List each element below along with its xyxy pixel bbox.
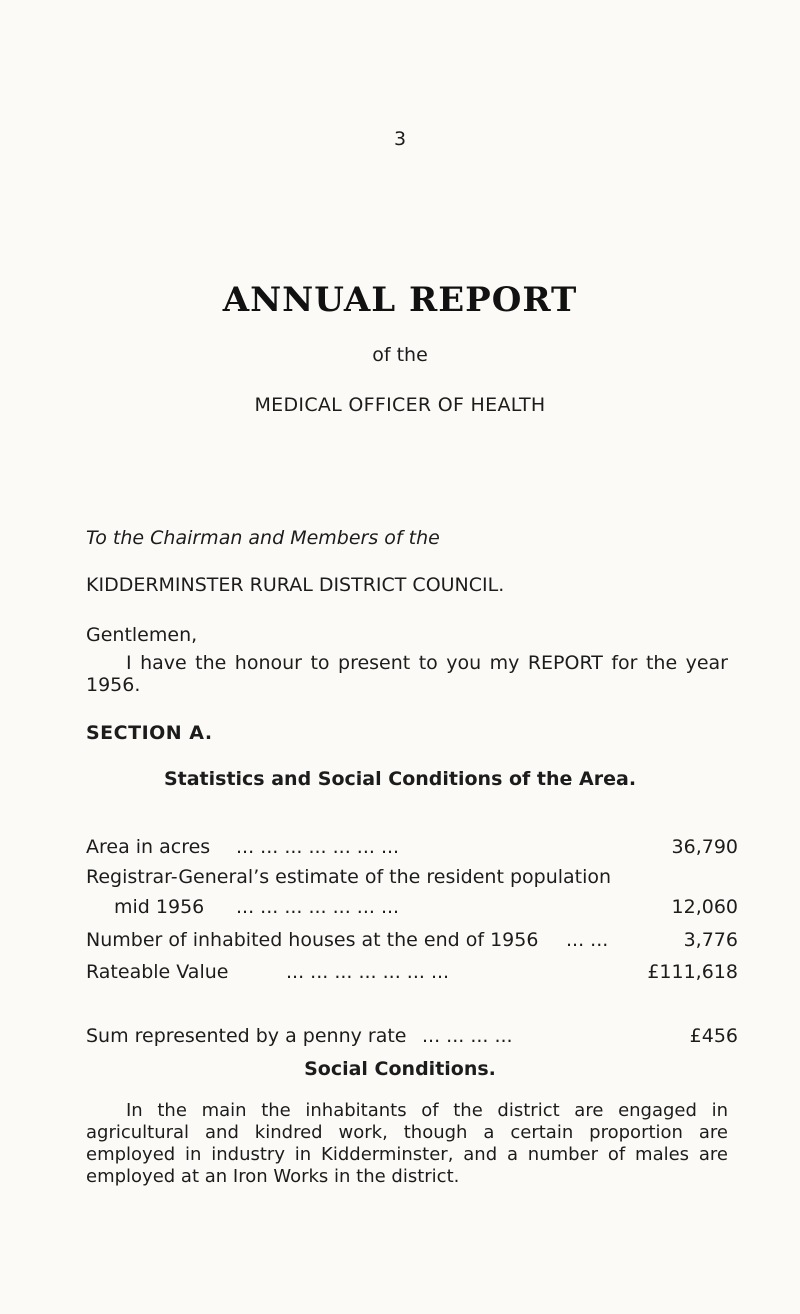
salutation: Gentlemen,: [86, 624, 198, 646]
section-heading: SECTION A.: [86, 722, 213, 744]
stat-row-area: [86, 836, 738, 862]
stat-label: Sum represented by a penny rate: [86, 1025, 407, 1047]
intro-paragraph: I have the honour to present to you my REPORT for the year 1956.: [86, 652, 728, 696]
stat-label: Number of inhabited houses at the end of 1956: [86, 929, 539, 951]
stat-value: 36,790: [671, 836, 738, 858]
leader-dots: ... ...: [566, 929, 609, 951]
stat-row-penny-rate: [86, 1025, 738, 1051]
stat-row-rateable-value: [86, 961, 738, 987]
stat-value: 12,060: [671, 896, 738, 918]
stat-label-population-line1: Registrar-General’s estimate of the resident population: [86, 866, 612, 888]
stat-row-houses: [86, 929, 738, 955]
page-number: 3: [393, 128, 407, 150]
stat-label: mid 1956: [114, 896, 205, 918]
stat-value: £456: [689, 1025, 738, 1047]
leader-dots: ... ... ... ... ... ... ...: [236, 896, 400, 918]
stat-label: Area in acres: [86, 836, 211, 858]
social-conditions-paragraph: In the main the inhabitants of the district are engaged in agricultural and kindred work, though a certain proportion are employed in industry in Kidderminster, and a number of males are employed at an Iron Works in the district.: [86, 1100, 728, 1187]
stat-value: 3,776: [683, 929, 738, 951]
officer-title: MEDICAL OFFICER OF HEALTH: [254, 394, 546, 416]
report-subtitle: of the: [372, 344, 428, 366]
social-conditions-heading: Social Conditions.: [304, 1058, 496, 1080]
stat-value: £111,618: [647, 961, 738, 983]
addressee-line: To the Chairman and Members of the: [86, 527, 440, 549]
leader-dots: ... ... ... ... ... ... ...: [286, 961, 450, 983]
council-name: KIDDERMINSTER RURAL DISTRICT COUNCIL.: [86, 574, 505, 596]
stat-row-population: [86, 896, 738, 922]
leader-dots: ... ... ... ... ... ... ...: [236, 836, 400, 858]
leader-dots: ... ... ... ...: [422, 1025, 513, 1047]
stat-label: Rateable Value: [86, 961, 229, 983]
section-subheading: Statistics and Social Conditions of the Area.: [163, 768, 637, 790]
report-title: ANNUAL REPORT: [222, 280, 578, 320]
